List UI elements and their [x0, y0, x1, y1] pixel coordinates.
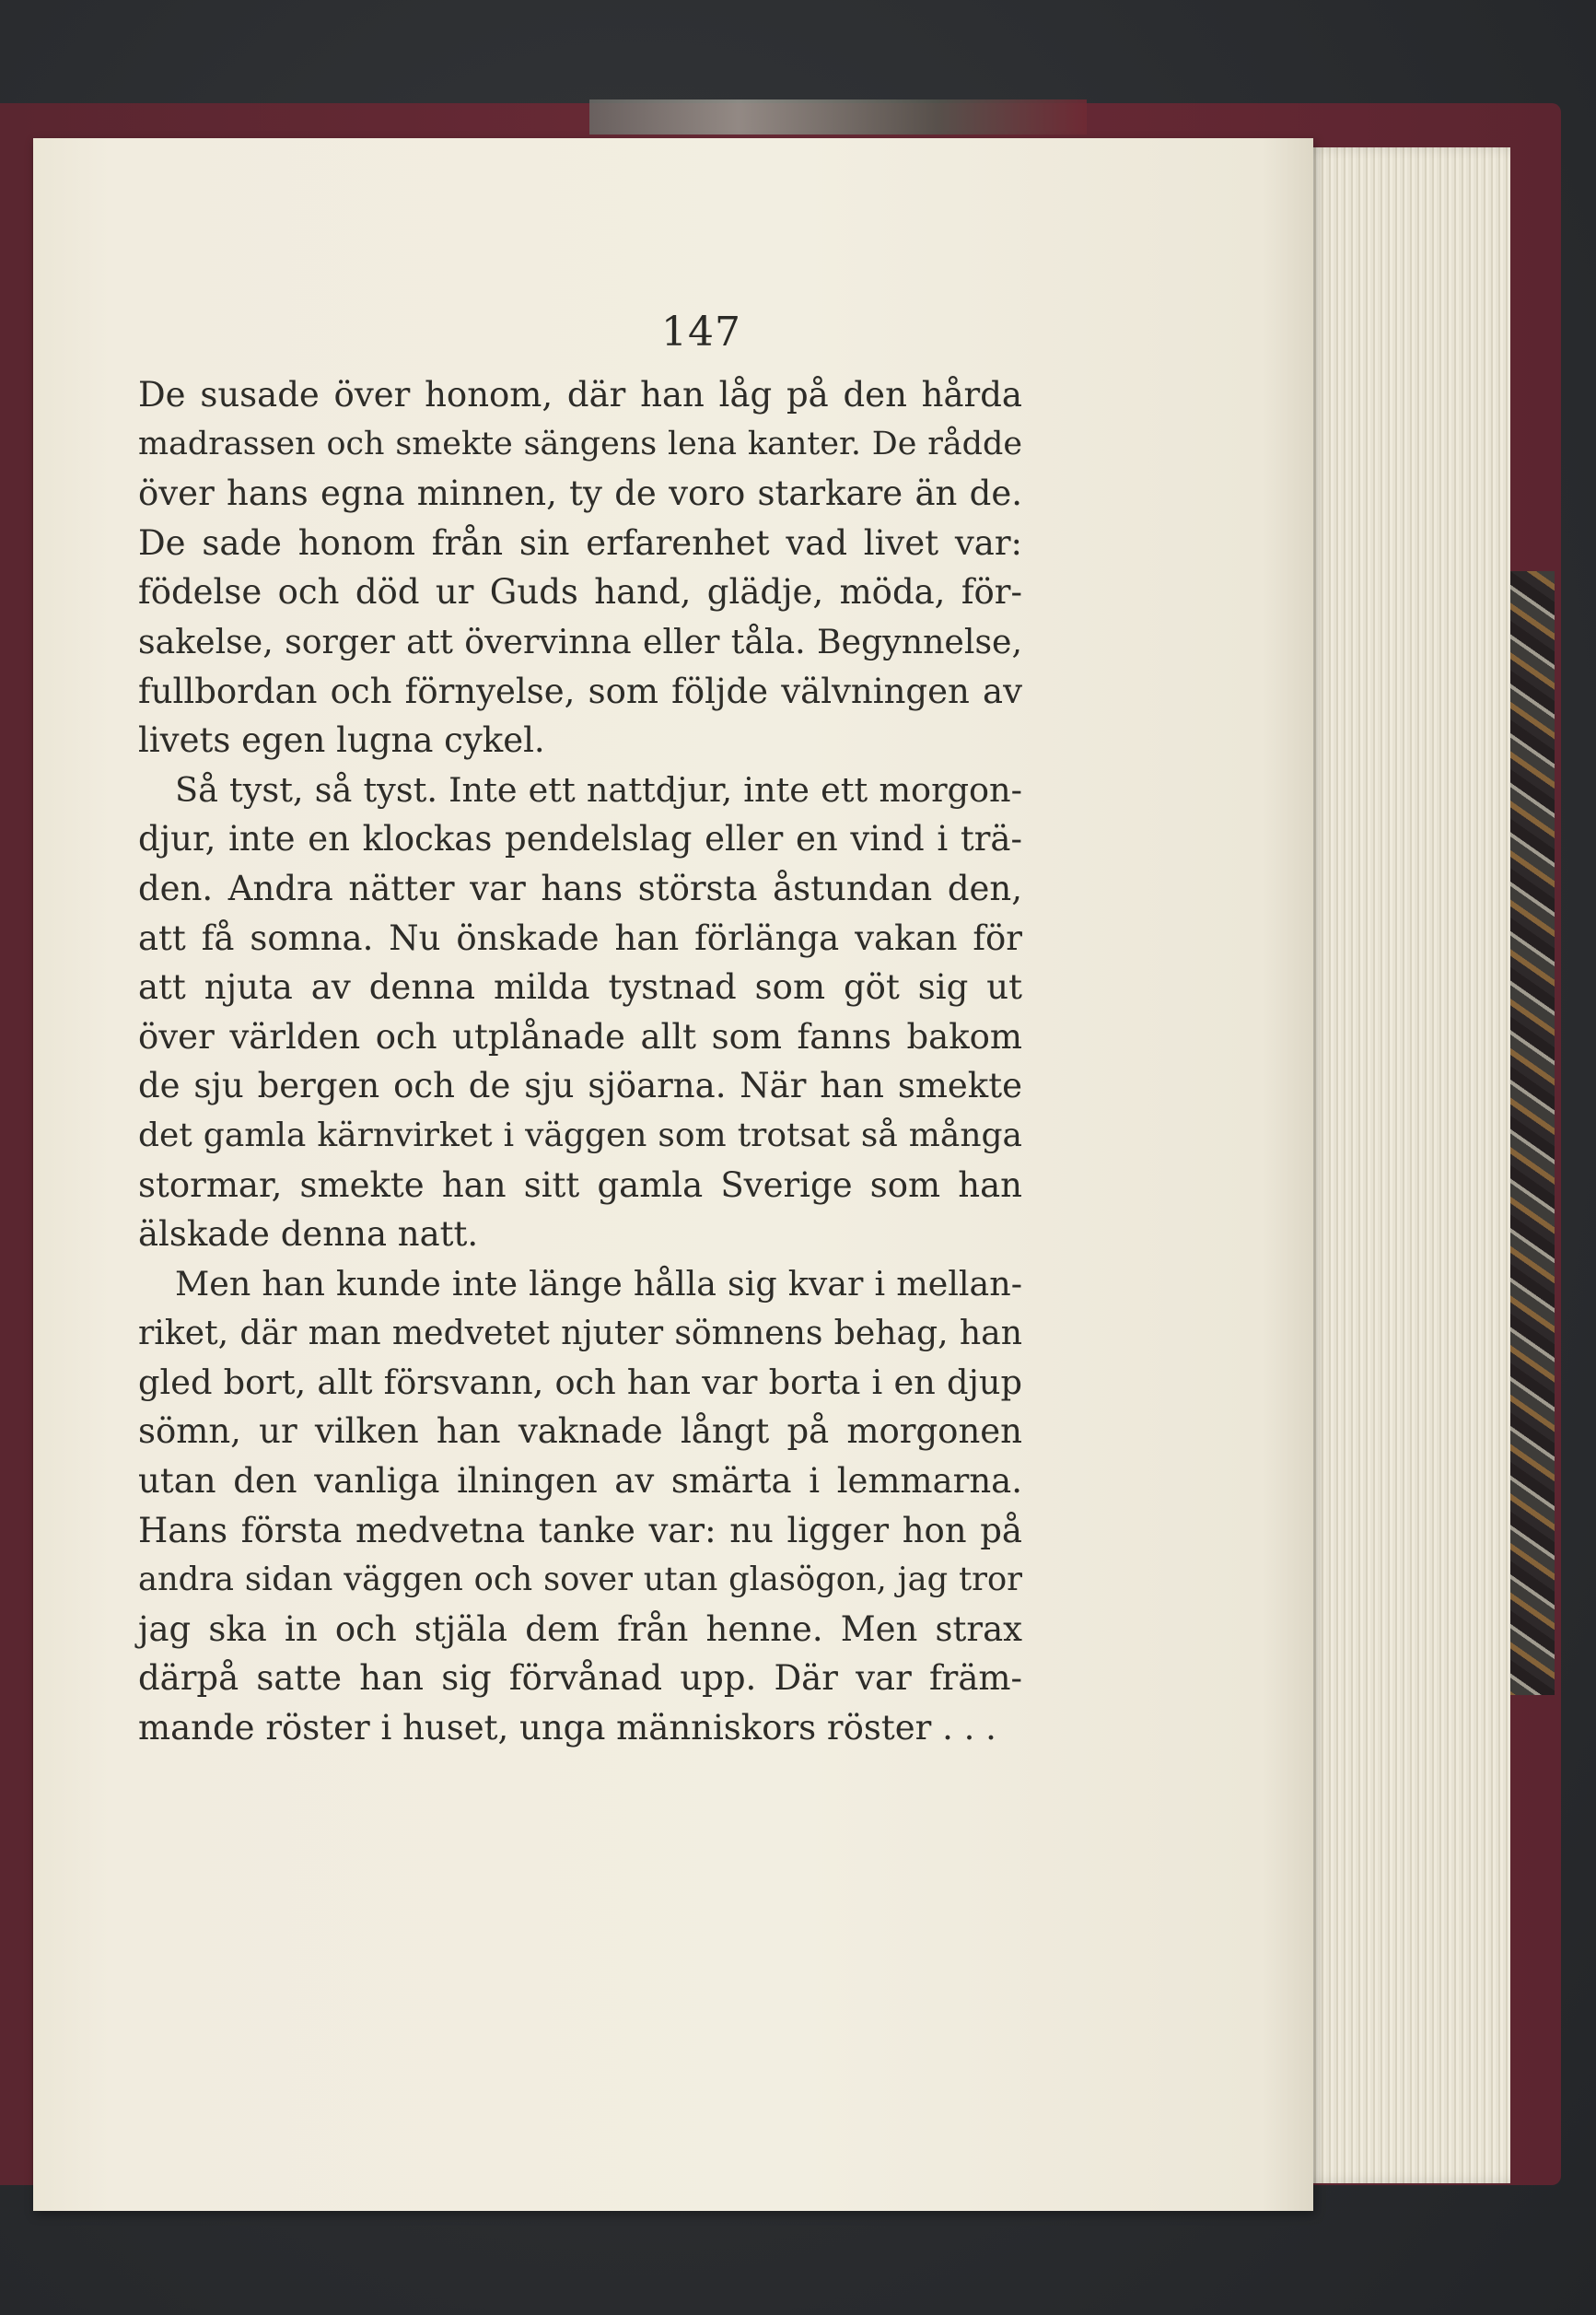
text-line: livets egen lugna cykel. [138, 720, 545, 761]
text-line: utan den vanliga ilningen av smärta i lemmarna. [138, 1461, 1022, 1502]
text-line: de sju bergen och de sju sjöarna. När han smekte [138, 1066, 1022, 1106]
text-line: fullbordan och förnyelse, som följde välvningen av [138, 671, 1022, 711]
text-line: djur, inte en klockas pendelslag eller en vind i trä- [138, 819, 1022, 859]
text-line: jag ska in och stjäla dem från henne. Men strax [138, 1608, 1022, 1649]
body-text [138, 370, 1022, 1753]
text-line: sakelse, sorger att övervinna eller tåla. Begynnelse, [138, 621, 1022, 661]
text-line: riket, där man medvetet njuter sömnens behag, han [138, 1313, 1022, 1353]
text-line: madrassen och smekte sängens lena kanter. De rådde [138, 425, 1022, 462]
text-line: andra sidan väggen och sover utan glasögon, jag tror [138, 1561, 1022, 1599]
text-line: De susade över honom, där han låg på den hårda [138, 375, 1022, 415]
text-line: Men han kunde inte länge hålla sig kvar i mellan- [175, 1263, 1022, 1304]
text-line: sömn, ur vilken han vaknade långt på morgonen [138, 1411, 1022, 1452]
text-line: den. Andra nätter var hans största åstundan den, [138, 868, 1022, 908]
text-line: stormar, smekte han sitt gamla Sverige som han [138, 1164, 1022, 1205]
text-line: över världen och utplånade allt som fanns bakom [138, 1016, 1022, 1057]
page-edges [1289, 147, 1510, 2183]
text-line: mande röster i huset, unga människors röster . . . [138, 1708, 996, 1748]
text-line: över hans egna minnen, ty de voro starkare än de. [138, 474, 1022, 514]
text-line: De sade honom från sin erfarenhet vad livet var: [138, 522, 1022, 563]
text-line: Hans första medvetna tanke var: nu ligger hon på [138, 1510, 1022, 1550]
cover-top-edge [589, 99, 1087, 134]
page-number: 147 [661, 309, 741, 356]
text-line: gled bort, allt försvann, och han var borta i en djup [138, 1362, 1022, 1402]
text-line: att få somna. Nu önskade han förlänga vakan för [138, 918, 1022, 958]
text-line: älskade denna natt. [138, 1214, 479, 1255]
text-line: födelse och död ur Guds hand, glädje, möda, för- [138, 572, 1022, 613]
text-line: Så tyst, så tyst. Inte ett nattdjur, inte ett morgon- [175, 769, 1022, 810]
text-line: att njuta av denna milda tystnad som göt sig ut [138, 967, 1022, 1008]
text-line: det gamla kärnvirket i väggen som trotsat så många [138, 1116, 1022, 1154]
text-line: därpå satte han sig förvånad upp. Där var främ- [138, 1658, 1022, 1699]
